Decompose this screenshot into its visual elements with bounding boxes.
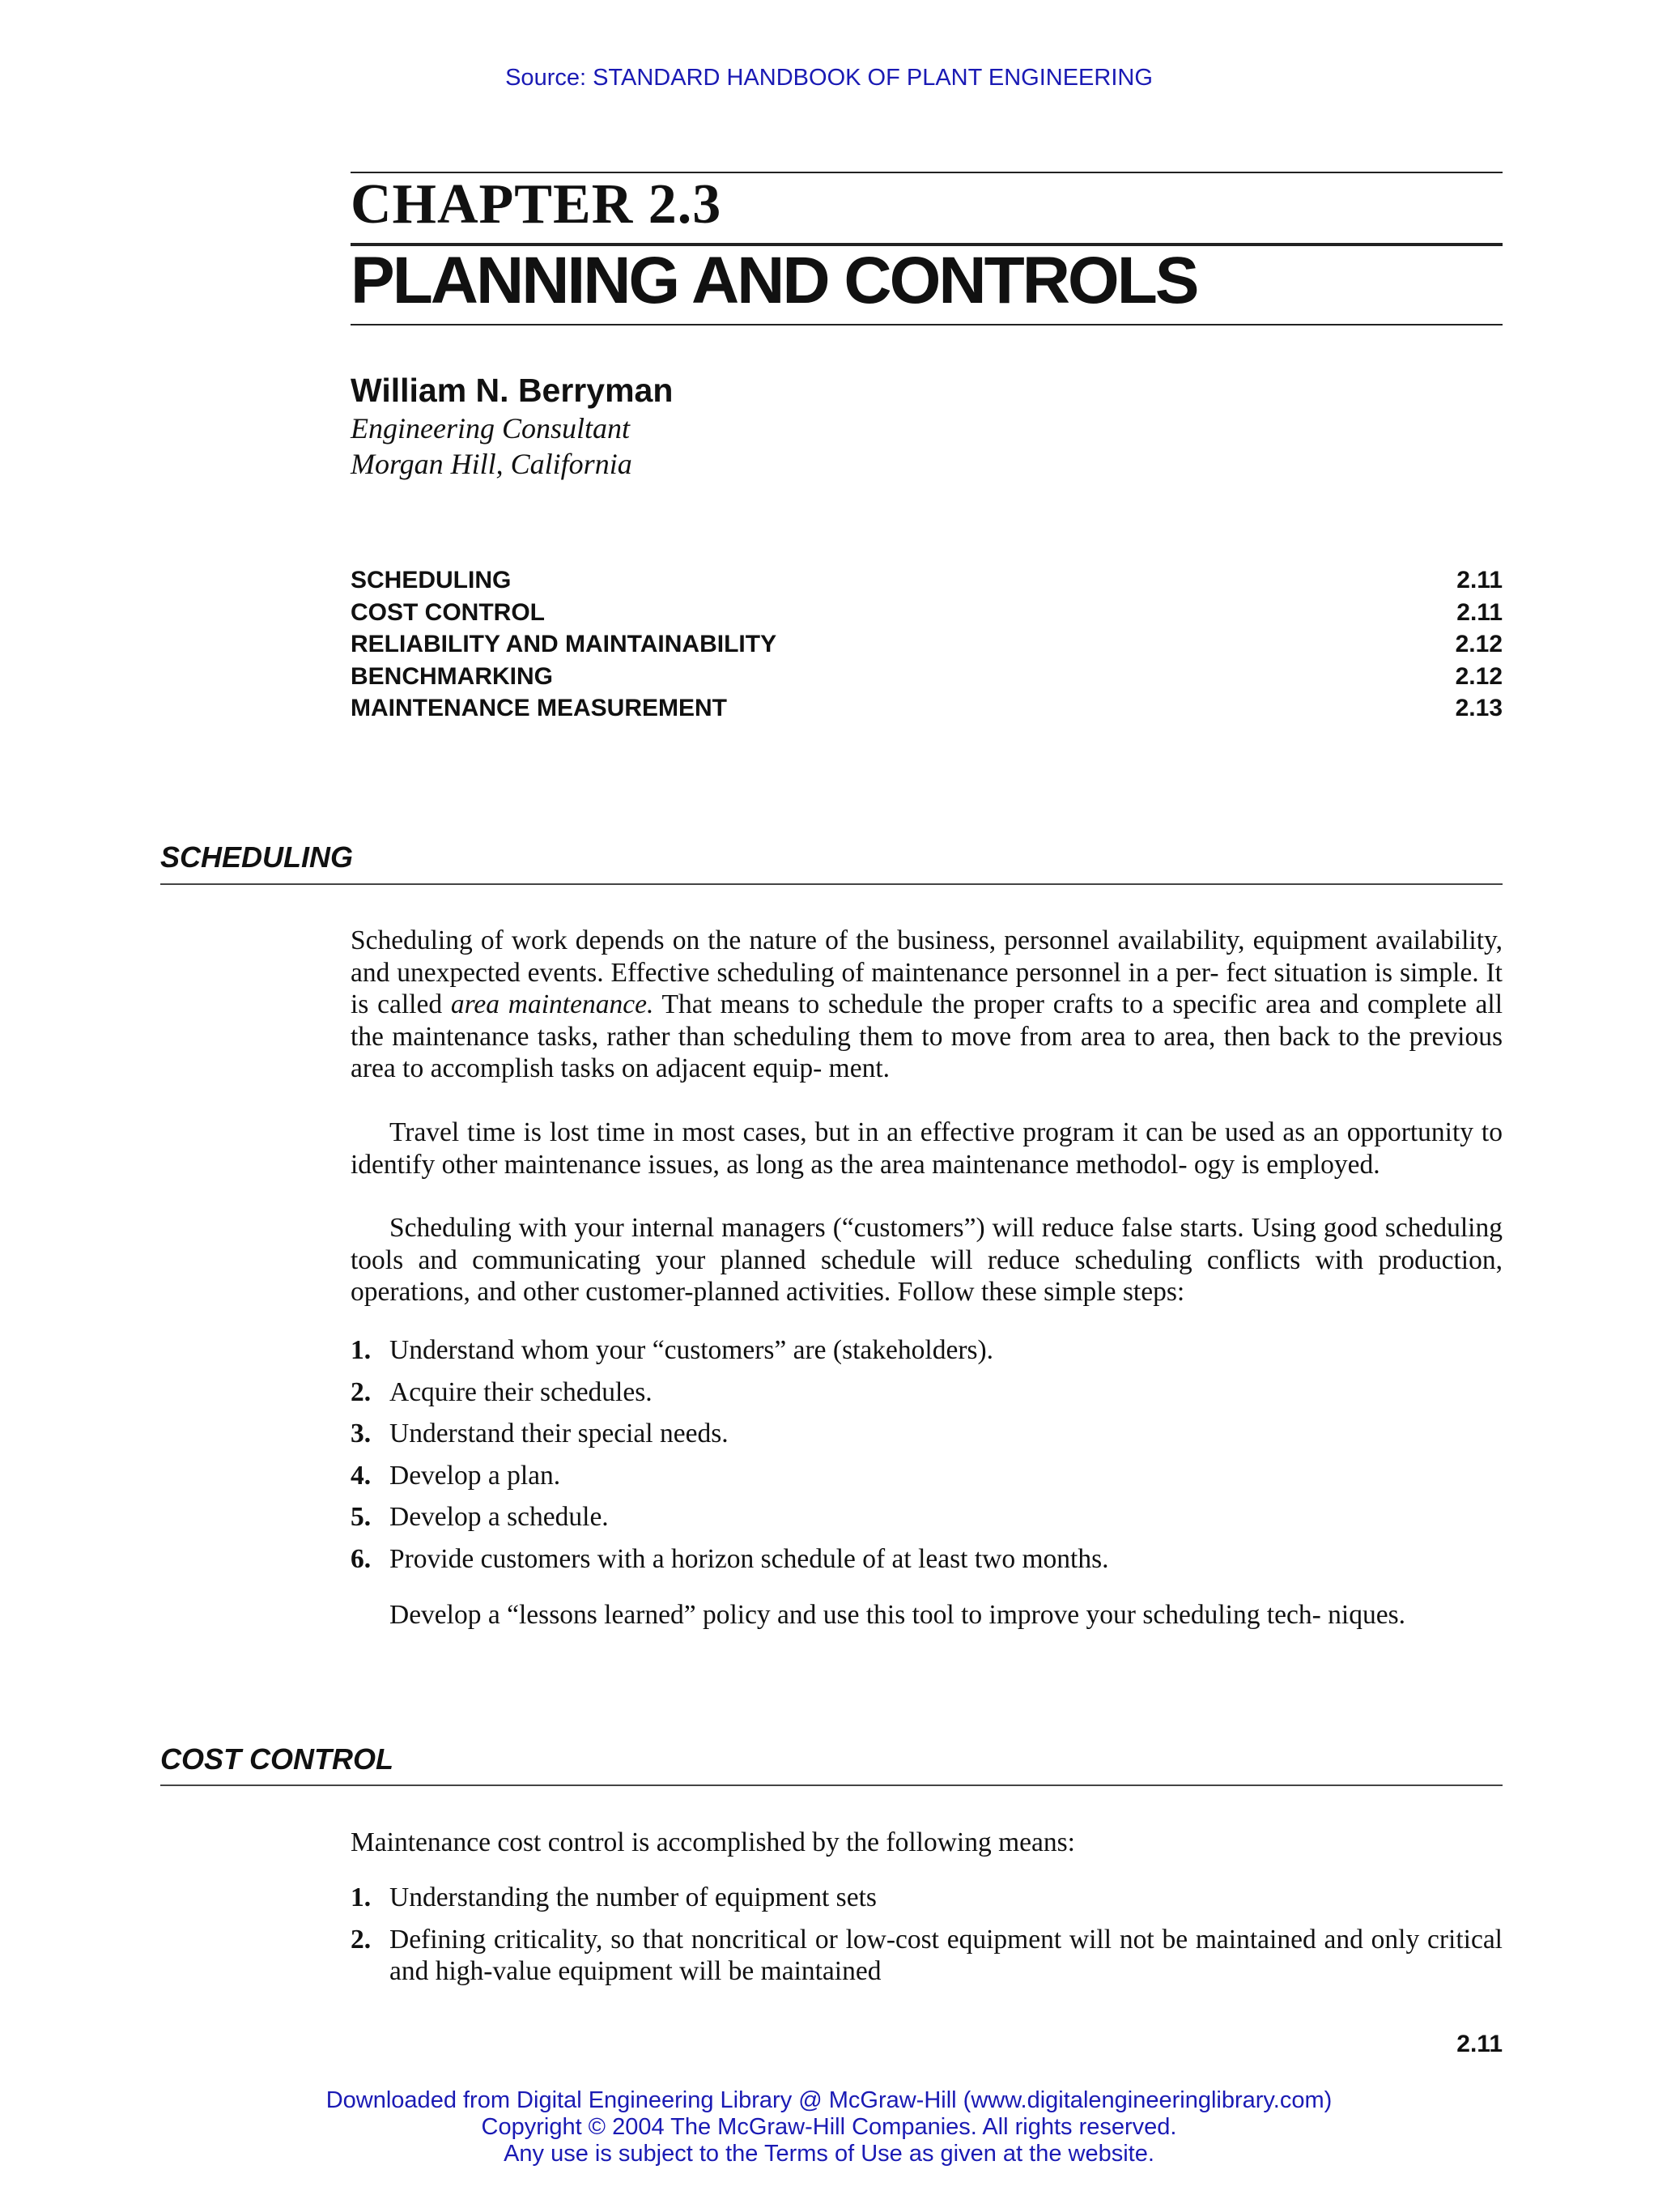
list-item: [351, 1418, 1503, 1450]
toc-label: SCHEDULING: [351, 567, 512, 593]
toc-label: MAINTENANCE MEASUREMENT: [351, 695, 727, 721]
toc-entry[interactable]: [351, 597, 1503, 629]
list-item: [351, 1543, 1503, 1576]
list-number: 6.: [351, 1543, 372, 1574]
chapter-title: PLANNING AND CONTROLS: [351, 244, 1197, 317]
list-number: 4.: [351, 1460, 372, 1491]
author-location: Morgan Hill, California: [351, 448, 632, 480]
list-item: [351, 1882, 1503, 1914]
section-heading-cost-control: COST CONTROL: [160, 1742, 393, 1776]
page-number: 2.11: [1456, 2031, 1503, 2057]
toc-entry[interactable]: [351, 692, 1503, 725]
list-number: 2.: [351, 1924, 372, 1955]
list-text: Understand whom your “customers” are (stakeholders).: [389, 1335, 994, 1365]
list-item: [351, 1334, 1503, 1367]
footer-terms: Any use is subject to the Terms of Use as given at the website.: [504, 2141, 1154, 2167]
text-run: That means to schedule the proper crafts to a specific area and complete all the maintenance tasks, rather than scheduling them to move from area to area, then back to the previous area to accomplish tasks on adjacent equip- ment.: [351, 989, 1503, 1083]
title-rule: [351, 324, 1503, 325]
toc-entry[interactable]: [351, 564, 1503, 597]
list-number: 1.: [351, 1882, 372, 1912]
toc-page: 2.11: [1456, 567, 1503, 593]
list-text: Understand their special needs.: [389, 1419, 729, 1448]
list-item: [351, 1460, 1503, 1492]
scheduling-paragraph-2: Travel time is lost time in most cases, but in an effective program it can be used as an opportunity to identify other maintenance issues, as long as the area maintenance methodol- ogy is employed.: [351, 1117, 1503, 1180]
author-title: Engineering Consultant: [351, 412, 630, 445]
list-item: [351, 1376, 1503, 1409]
scheduling-paragraph-3: Scheduling with your internal managers (“customers”) will reduce false starts. Using good scheduling tools and communicating your planned schedule will reduce scheduling conflicts with production, operations, and other customer-planned activities. Follow these simple steps:: [351, 1213, 1503, 1307]
section-heading-scheduling: SCHEDULING: [160, 840, 354, 874]
list-item: [351, 1924, 1503, 1988]
list-item: [351, 1501, 1503, 1534]
toc-page: 2.12: [1455, 631, 1503, 657]
list-text: Defining criticality, so that noncritical or low-cost equipment will not be maintained and only critical and high-value equipment will be maintained: [389, 1924, 1503, 1986]
scheduling-paragraph-4: Develop a “lessons learned” policy and use this tool to improve your scheduling tech- niques.: [389, 1600, 1406, 1630]
list-number: 5.: [351, 1502, 372, 1532]
cost-control-list: [351, 1882, 1503, 1997]
chapter-number: CHAPTER 2.3: [351, 173, 722, 236]
cost-control-paragraph-1: Maintenance cost control is accomplished by the following means:: [351, 1827, 1075, 1857]
text-run: Scheduling of work depends on the nature of the business, personnel availability, equipment availability, and unexpected events. Effective scheduling of maintenance personnel in a per- fect situation is simple. It is called: [351, 925, 1503, 1019]
footer: [0, 2087, 1658, 2167]
list-text: Acquire their schedules.: [389, 1376, 653, 1407]
list-number: 2.: [351, 1376, 372, 1407]
footer-download-link[interactable]: Downloaded from Digital Engineering Library @ McGraw-Hill (www.digitalengineeringlibrary.com): [325, 2087, 1333, 2113]
toc-label: RELIABILITY AND MAINTAINABILITY: [351, 631, 777, 657]
toc-entry[interactable]: [351, 628, 1503, 661]
source-line: Source: STANDARD HANDBOOK OF PLANT ENGINEERING: [505, 65, 1153, 91]
toc-entry[interactable]: [351, 661, 1503, 693]
section-rule: [160, 883, 1503, 885]
list-number: 1.: [351, 1335, 372, 1365]
table-of-contents: [351, 564, 1503, 725]
footer-copyright: Copyright © 2004 The McGraw-Hill Companies. All rights reserved.: [481, 2114, 1177, 2140]
toc-page: 2.12: [1455, 662, 1503, 690]
list-text: Develop a plan.: [389, 1460, 561, 1491]
list-text: Understanding the number of equipment sets: [389, 1882, 877, 1912]
toc-label: COST CONTROL: [351, 598, 545, 626]
scheduling-steps-list: [351, 1334, 1503, 1585]
list-text: Provide customers with a horizon schedule of at least two months.: [389, 1543, 1109, 1574]
list-number: 3.: [351, 1419, 372, 1448]
toc-page: 2.13: [1455, 695, 1503, 721]
toc-label: BENCHMARKING: [351, 662, 553, 690]
author-name: William N. Berryman: [351, 372, 674, 409]
list-text: Develop a schedule.: [389, 1502, 609, 1532]
emphasis-text: area maintenance.: [450, 989, 654, 1019]
toc-page: 2.11: [1456, 598, 1503, 626]
section-rule: [160, 1784, 1503, 1786]
scheduling-paragraph-1: [351, 925, 1503, 1085]
